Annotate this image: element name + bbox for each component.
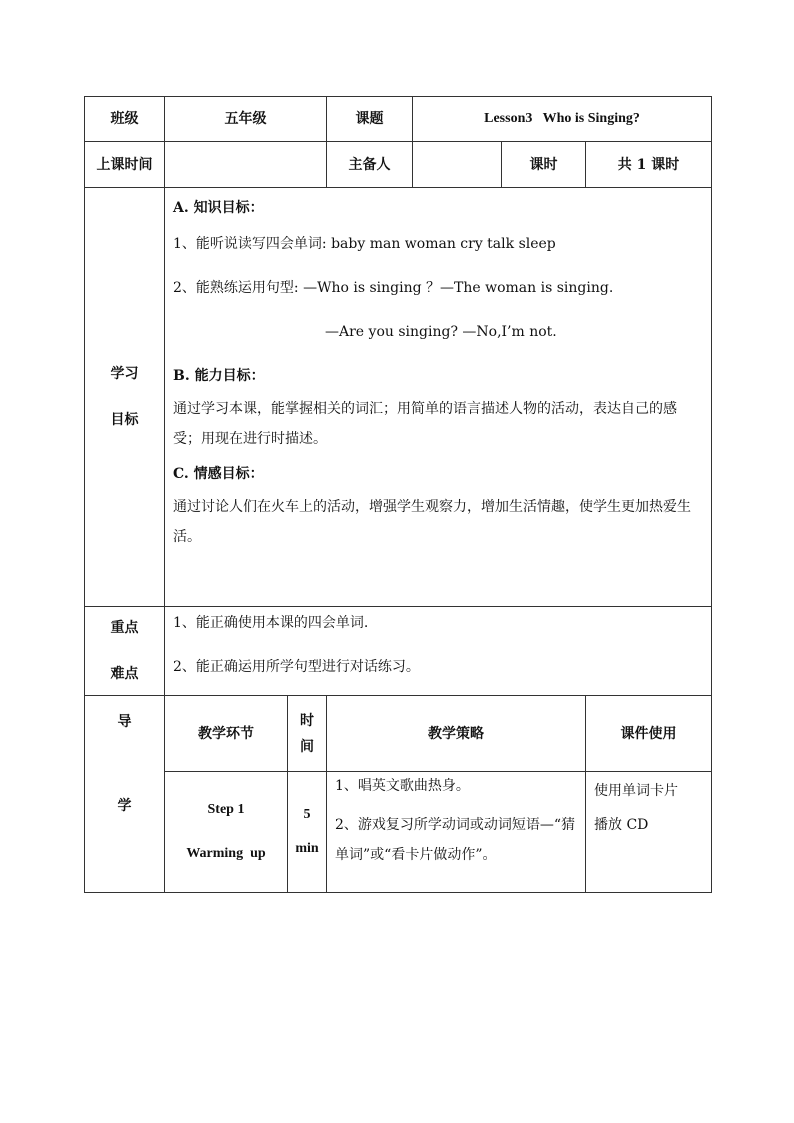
key-points-row [85,607,712,696]
emotion-title: C. 情感目标： [173,466,264,482]
knowledge-title: A. 知识目标： [173,200,264,216]
objectives-label-line2: 目标 [110,412,139,428]
class-label: 班级 [85,97,165,142]
emotion-text: 通过讨论人们在火车上的活动，增强学生观察力，增加生活情趣，使学生更加热爱生活。 [173,499,691,545]
stage-column-header: 教学环节 [165,696,288,772]
guide-header-row [85,696,712,772]
strategy-column-header: 教学策略 [327,696,586,772]
time-header-line2: 间 [300,738,314,755]
strategy-item-1: 1、唱英文歌曲热身。 [335,778,470,794]
topic-value: Lesson3 Who is Singing? [413,97,712,142]
time-column-header [288,696,327,772]
period-value: 共 1 课时 [586,142,712,188]
step-time-unit: min [295,841,319,856]
step-strategy-cell [327,772,586,893]
knowledge-item-3: —Are you singing? —No,I’m not. [325,324,557,340]
guide-label-line1: 导 [117,714,132,730]
step-stage-cell [165,772,288,893]
key-points-label-line1: 重点 [110,620,139,636]
knowledge-item-1: 1、能听说读写四会单词: baby man woman cry talk sleep [173,236,556,252]
strategy-item-2: 2、游戏复习所学动词或动词短语—“猜单词”或“看卡片做动作”。 [335,817,576,863]
class-value: 五年级 [165,97,327,142]
knowledge-item-2: 2、能熟练运用句型: —Who is singing ？—The woman is singing. [173,280,614,296]
ability-text: 通过学习本课，能掌握相关的词汇；用简单的语言描述人物的活动，表达自己的感受；用现在进行时描述。 [173,401,677,447]
class-time-value [165,142,327,188]
step-title: Step 1 [207,802,245,817]
key-point-1: 1、能正确使用本课的四会单词. [173,615,369,631]
preparer-label: 主备人 [327,142,413,188]
step-name: Warming up [186,846,266,861]
courseware-item-2: 播放 CD [594,817,649,833]
preparer-value [413,142,502,188]
objectives-content [165,188,712,607]
info-row [85,142,712,188]
key-points-content [165,607,712,696]
key-point-2: 2、能正确运用所学句型进行对话练习。 [173,659,420,675]
period-label: 课时 [502,142,586,188]
courseware-item-1: 使用单词卡片 [594,783,678,799]
guide-label-line2: 学 [117,798,132,814]
objectives-label [85,188,165,607]
step-time-cell [288,772,327,893]
class-time-label: 上课时间 [85,142,165,188]
courseware-column-header: 课件使用 [586,696,712,772]
time-header-line1: 时 [300,712,314,729]
key-points-label-line2: 难点 [110,666,139,682]
step-courseware-cell [586,772,712,893]
guide-label [85,696,165,893]
objectives-label-line1: 学习 [110,366,139,382]
step-row [85,772,712,893]
step-time-number: 5 [303,807,311,822]
topic-label: 课题 [327,97,413,142]
header-row [85,97,712,142]
objectives-row [85,188,712,607]
lesson-plan-table [84,96,712,893]
ability-title: B. 能力目标： [173,368,265,384]
key-points-label [85,607,165,696]
